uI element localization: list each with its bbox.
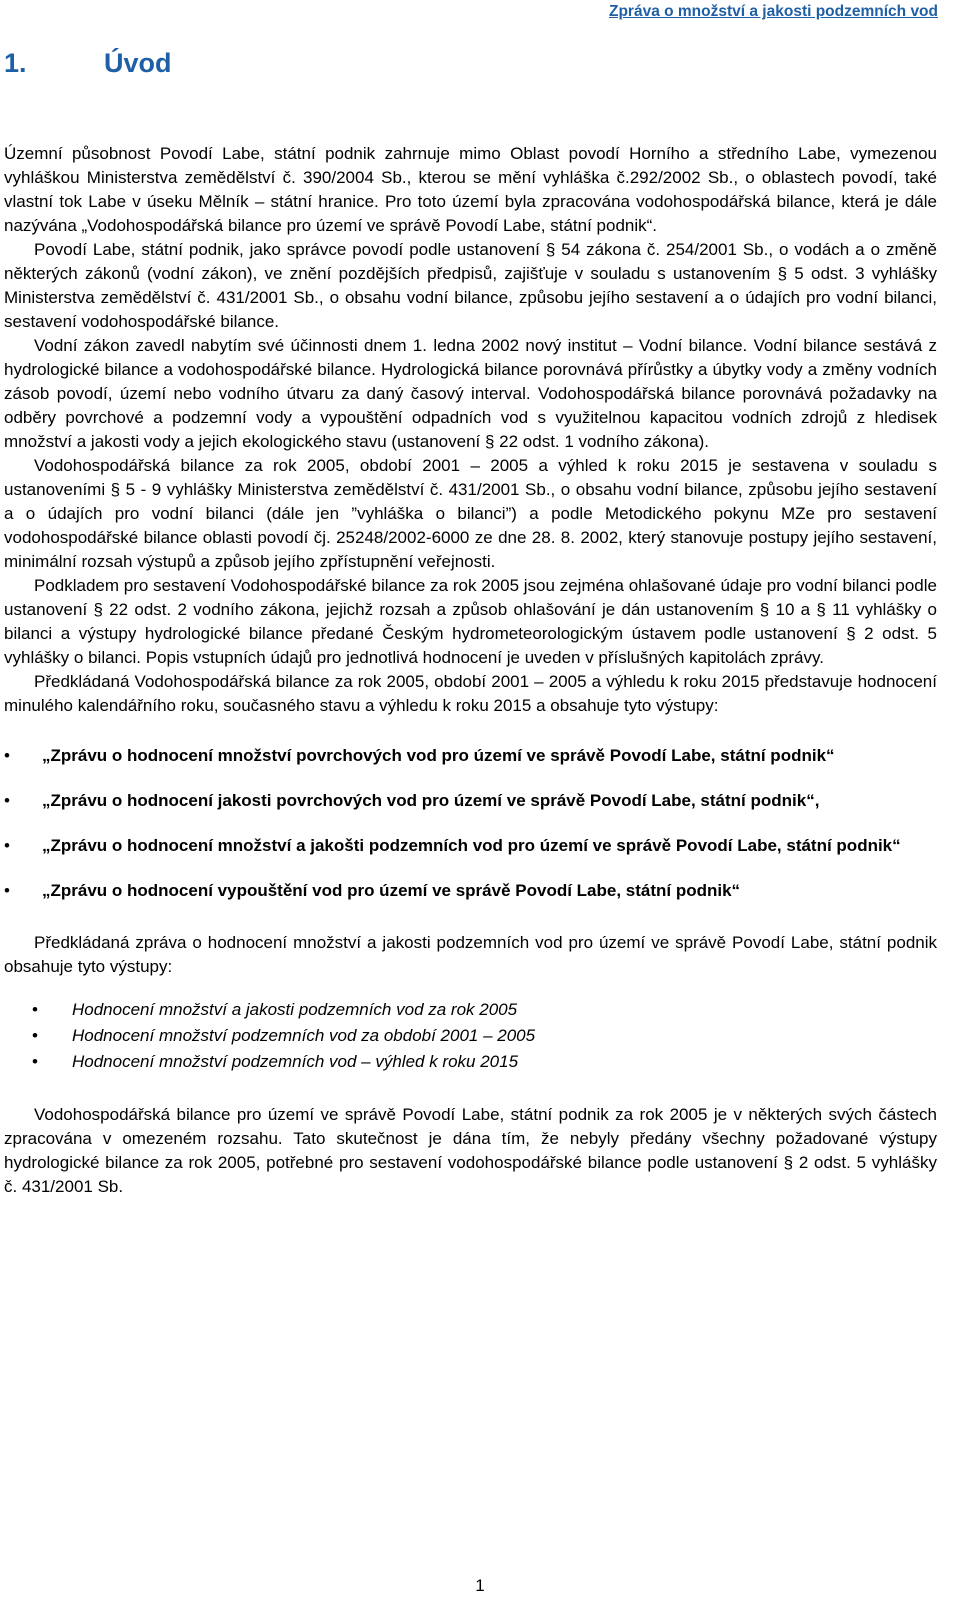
document-body (4, 142, 937, 1199)
list-item: • „Zprávu o hodnocení množství povrchových vod pro území ve správě Povodí Labe, státní podnik“ (4, 744, 937, 768)
list-item: • Hodnocení množství podzemních vod – výhled k roku 2015 (4, 1049, 937, 1075)
list-item: • Hodnocení množství a jakosti podzemních vod za rok 2005 (4, 997, 937, 1023)
outputs-list (4, 744, 937, 903)
paragraph-water-act: Vodní zákon zavedl nabytím své účinnosti dnem 1. ledna 2002 nový institut – Vodní bilance. Vodní bilance sestává z hydrologické bilance a vodohospodářské bilance. Hydrologická bilance porovnává přírůstky a úbytky vody a změny vodních zásob povodí, území nebo vodního útvaru za daný časový interval. Vodohospodářská bilance porovnává požadavky na odběry povrchové a podzemní vody a vypouštění odpadních vod s využitelnou kapacitou vodních zdrojů z hledisek množství a jakosti vody a jejich ekologického stavu (ustanovení § 22 odst. 1 vodního zákona). (4, 336, 937, 451)
paragraph-basis: Podkladem pro sestavení Vodohospodářské bilance za rok 2005 jsou zejména ohlašované údaje pro vodní bilanci podle ustanovení § 22 odst. 2 vodního zákona, jejichž rozsah a způsob ohlašování je dán ustanovením § 10 a § 11 vyhlášky o bilanci a výstupy hydrologické bilance předané Českým hydrometeorologickým ústavem podle ustanovení § 2 odst. 5 vyhlášky o bilanci. Popis vstupních údajů pro jednotlivá hodnocení je uveden v příslušných kapitolách zprávy. (4, 576, 937, 667)
paragraph-balance-2005: Vodohospodářská bilance za rok 2005, období 2001 – 2005 a výhled k roku 2015 je sestavena v souladu s ustanoveními § 5 - 9 vyhlášky Ministerstva zemědělství č. 431/2001 Sb., o obsahu vodní bilance, způsobu jejího sestavení a o údajích pro vodní bilanci (dále jen ”vyhláška o bilanci”) a podle Metodického pokynu MZe pro sestavení vodohospodářské bilance oblasti povodí čj. 25248/2002-6000 ze dne 28. 8. 2002, který stanovuje postupy jejího sestavení, minimální rozsah výstupů a způsob jejího zpřístupnění veřejnosti. (4, 456, 937, 571)
section-number: 1. (4, 48, 27, 78)
section-heading (4, 48, 172, 79)
report-outputs-list (4, 997, 937, 1075)
page-number: 1 (475, 1576, 485, 1595)
list-item: • „Zprávu o hodnocení jakosti povrchových vod pro území ve správě Povodí Labe, státní podnik“, (4, 789, 937, 813)
paragraph-intro: Územní působnost Povodí Labe, státní podnik zahrnuje mimo Oblast povodí Horního a středního Labe, vymezenou vyhláškou Ministerstva zemědělství č. 390/2004 Sb., kterou se mění vyhláška č.292/2002 Sb., o oblastech povodí, také vlastní tok Labe v úseku Mělník – státní hranice. Pro toto území byla zpracována vodohospodářská bilance, která je dále nazývána „Vodohospodářská bilance pro území ve správě Povodí Labe, státní podnik“. (4, 144, 937, 235)
list-item: • „Zprávu o hodnocení množství a jakošti podzemních vod pro území ve správě Povodí Labe, státní podnik“ (4, 834, 937, 858)
list-item: • Hodnocení množství podzemních vod za období 2001 – 2005 (4, 1023, 937, 1049)
paragraph-limitations: Vodohospodářská bilance pro území ve správě Povodí Labe, státní podnik za rok 2005 je v některých svých částech zpracována v omezeném rozsahu. Tato skutečnost je dána tím, že nebyly předány všechny požadované výstupy hydrologické bilance za rok 2005, potřebné pro sestavení vodohospodářské bilance podle ustanovení § 2 odst. 5 vyhlášky č. 431/2001 Sb. (4, 1105, 937, 1196)
section-title: Úvod (104, 48, 172, 78)
running-header: Zpráva o množství a jakosti podzemních vod (608, 3, 938, 20)
list-item: • „Zprávu o hodnocení vypouštění vod pro území ve správě Povodí Labe, státní podnik“ (4, 879, 937, 903)
paragraph-presented: Předkládaná Vodohospodářská bilance za rok 2005, období 2001 – 2005 a výhledu k roku 2015 představuje hodnocení minulého kalendářního roku, současného stavu a výhledu k roku 2015 a obsahuje tyto výstupy: (4, 672, 937, 715)
paragraph-administrator: Povodí Labe, státní podnik, jako správce povodí podle ustanovení § 54 zákona č. 254/2001 Sb., o vodách a o změně některých zákonů (vodní zákon), ve znění pozdějších předpisů, zajišťuje v souladu s ustanovením § 5 odst. 3 vyhlášky Ministerstva zemědělství č. 431/2001 Sb., o obsahu vodní bilance, způsobu jejího sestavení a o údajích pro vodní bilanci, sestavení vodohospodářské bilance. (4, 240, 937, 331)
paragraph-report-outputs: Předkládaná zpráva o hodnocení množství a jakosti podzemních vod pro území ve správě Povodí Labe, státní podnik obsahuje tyto výstupy: (4, 933, 937, 976)
